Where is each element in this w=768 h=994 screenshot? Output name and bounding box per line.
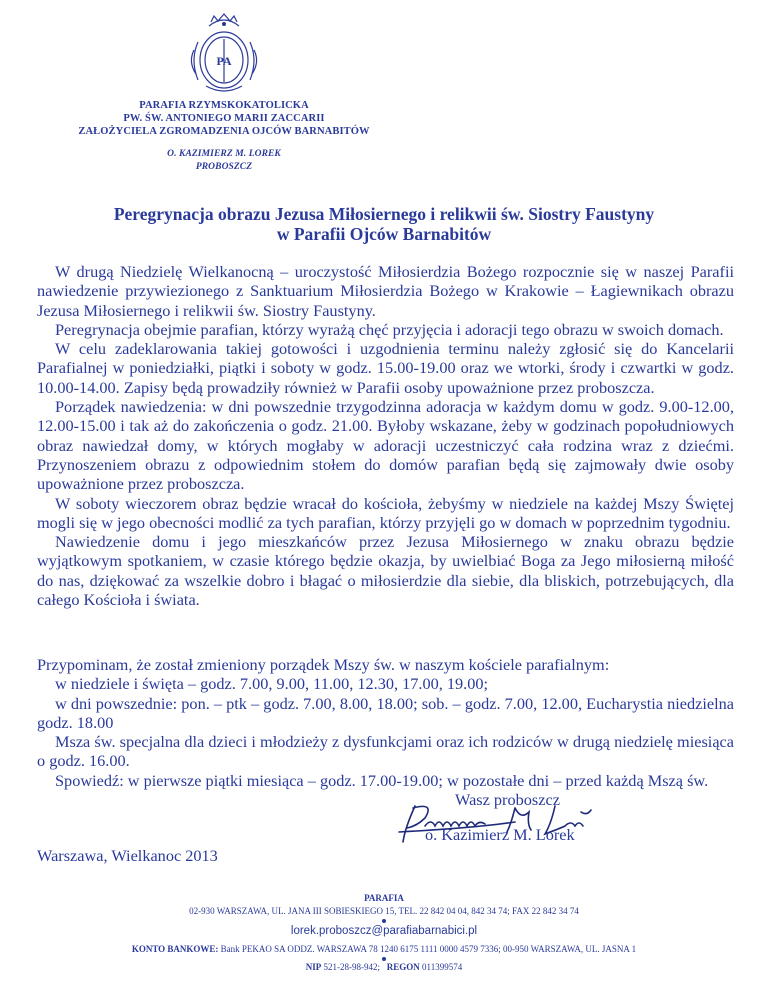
regon-label: REGON [386,962,420,972]
paragraph: Peregrynacja obejmie parafian, którzy wyrażą chęć przyjęcia i adoracji tego obrazu w swoich domach. [55,319,724,339]
priest-name: O. KAZIMIERZ M. LOREK [167,149,281,159]
signature-label: Wasz proboszcz [455,790,560,809]
footer-address: 02-930 WARSZAWA, UL. JANA III SOBIESKIEGO 15, TEL. 22 842 04 04, 842 34 74; FAX 22 842 34 74 [189,906,579,916]
footer-title: PARAFIA [364,893,404,903]
nip-value: 521-28-98-942; [323,962,381,972]
paragraph: W celu zadeklarowania takiej gotowości i uzgodnienia terminu należy zgłosić się do Kancelarii Parafialnej w poniedziałki, piątki i soboty w godz. 15.00-19.00 oraz we wtorki, środy i czwartki w godz. 10.00-14.00. Zapisy będą prowadziły również w Parafii osoby upoważnione przez proboszcza. [37,339,734,397]
priest-role: PROBOSZCZ [195,162,253,172]
letter-body [37,262,734,609]
paragraph: W soboty wieczorem obraz będzie wracał do kościoła, żebyśmy w niedziele na każdej Mszy Świętej mogli się w jego obecności modlić za tych parafian, którzy przyjęli go w domach w poprzednim tygodniu. [37,493,734,532]
separator-dot [382,957,386,961]
mass-schedule [37,655,734,790]
footer-ids [0,962,768,973]
schedule-weekday: w dni powszednie: pon. – ptk – godz. 7.00, 8.00, 18.00; sob. – godz. 7.00, 12.00, Eucharystia niedzielna godz. 18.00 [37,693,734,732]
signature-name: o. Kazimierz M. Lorek [425,825,575,844]
nip-label: NIP [305,962,322,972]
schedule-sunday: w niedziele i święta – godz. 7.00, 9.00, 11.00, 12.30, 17.00, 19.00; [55,674,489,694]
regon-value: 011399574 [422,962,463,972]
bank-label: KONTO BANKOWE: [131,944,219,954]
footer-email[interactable]: lorek.proboszcz@parafiabarnabici.pl [290,925,478,937]
parish-name-line3: ZAŁOŻYCIELA ZGROMADZENIA OJCÓW BARNABITÓW [78,126,370,137]
schedule-confession: Spowiedź: w pierwsze piątki miesiąca – godz. 17.00-19.00; w pozostałe dni – przed każdą Mszą św. [55,770,709,790]
paragraph: W drugą Niedzielę Wielkanocną – uroczystość Miłosierdzia Bożego rozpocznie się w naszej Parafii nawiedzenie przywiezionego z Sanktuarium Miłosierdzia Bożego w Krakowie – Łagiewnikach obrazu Jezusa Miłosiernego i relikwii św. Siostry Faustyny. [37,262,734,320]
svg-text:PA: PA [216,54,232,68]
parish-name-line1: PARAFIA RZYMSKOKATOLICKA [139,100,309,111]
schedule-children: Msza św. specjalna dla dzieci i młodzieży z dysfunkcjami oraz ich rodziców w drugą niedzielę miesiąca o godz. 16.00. [37,732,734,771]
place-and-date: Warszawa, Wielkanoc 2013 [37,846,218,865]
document-title-line1: Peregrynacja obrazu Jezusa Miłosiernego i relikwii św. Siostry Faustyny [113,204,655,224]
footer-bank [0,944,768,955]
separator-dot [382,919,386,923]
schedule-intro: Przypominam, że został zmieniony porządek Mszy św. w naszym kościele parafialnym: [37,655,610,674]
document-title-line2: w Parafii Ojców Barnabitów [276,224,492,244]
parish-crest-logo [184,12,264,94]
paragraph: Porządek nawiedzenia: w dni powszednie trzygodzinna adoracja w każdym domu w godz. 9.00-12.00, 12.00-15.00 i tak aż do zakończenia o godz. 21.00. Byłoby wskazane, żeby w godzinach popołudniowych obraz nawiedzał domy, w których mogłaby w adoracji uczestniczyć cała rodzina wraz z dziećmi. Przynoszeniem obrazu z odpowiednim stołem do domów parafian będą się zajmowały dwie osoby upoważnione przez proboszcza. [37,397,734,494]
bank-text: Bank PEKAO SA ODDZ. WARSZAWA 78 1240 6175 1111 0000 4579 7336; 00-950 WARSZAWA, UL. JASNA 1 [220,944,637,954]
parish-name-line2: PW. ŚW. ANTONIEGO MARII ZACCARII [123,113,325,124]
paragraph: Nawiedzenie domu i jego mieszkańców przez Jezusa Miłosiernego w znaku obrazu będzie wyjątkowym spotkaniem, w czasie którego będzie okazja, by uwielbiać Boga za Jego miłosierną miłość do nas, dziękować za wszelkie dobro i błagać o miłosierdzie dla siebie, dla bliskich, potrzebujących, dla całego Kościoła i świata. [37,532,734,610]
